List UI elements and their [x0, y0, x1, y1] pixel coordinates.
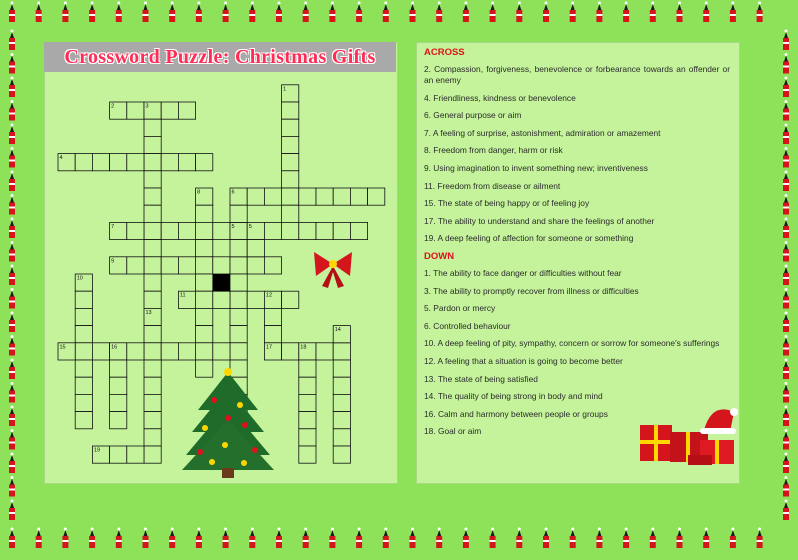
grid-cell[interactable] [127, 446, 144, 463]
firecracker-border-icon [9, 53, 15, 74]
clue-number: 10 [76, 275, 83, 282]
grid-cell[interactable] [299, 188, 316, 205]
across-clue: 19. A deep feeling of affection for someone or something [424, 233, 634, 244]
firecracker-border-icon [783, 100, 789, 121]
grid-cell[interactable] [92, 154, 109, 171]
firecracker-border-icon [783, 359, 789, 380]
grid-cell[interactable] [196, 343, 213, 360]
clue-number: 11 [179, 292, 186, 299]
down-clue: 16. Calm and harmony between people or groups [424, 408, 608, 419]
firecracker-border-icon [383, 528, 389, 549]
firecracker-border-icon [410, 528, 416, 549]
clue-number: 15 [59, 344, 66, 351]
firecracker-border-icon [169, 528, 175, 549]
clue-number: 7 [111, 223, 115, 230]
grid-cell[interactable] [144, 412, 161, 429]
grid-cell[interactable] [196, 274, 213, 291]
clue-number: 9 [111, 258, 115, 265]
grid-cell[interactable] [213, 257, 230, 274]
grid-cell[interactable] [161, 102, 178, 119]
firecracker-border-icon [783, 382, 789, 403]
grid-cell[interactable] [230, 343, 247, 360]
firecracker-border-icon [783, 312, 789, 333]
grid-cell[interactable] [299, 377, 316, 394]
grid-cell[interactable] [196, 205, 213, 222]
grid-cell[interactable] [333, 377, 350, 394]
grid-cell[interactable] [110, 412, 127, 429]
firecracker-border-icon [89, 2, 95, 23]
firecracker-border-icon [516, 528, 522, 549]
firecracker-border-icon [169, 2, 175, 23]
firecracker-border-icon [9, 218, 15, 239]
firecracker-border-icon [570, 2, 576, 23]
firecracker-border-icon [303, 2, 309, 23]
firecracker-border-icon [143, 2, 149, 23]
grid-cell[interactable] [333, 446, 350, 463]
firecracker-border-icon [783, 288, 789, 309]
grid-cell[interactable] [75, 291, 92, 308]
clue-number: 6 [231, 189, 235, 196]
grid-cell[interactable] [144, 119, 161, 136]
grid-cell[interactable] [213, 291, 230, 308]
grid-cell[interactable] [178, 154, 195, 171]
firecracker-border-icon [783, 335, 789, 356]
firecracker-border-icon [783, 453, 789, 474]
grid-cell[interactable] [110, 377, 127, 394]
firecracker-border-icon [543, 2, 549, 23]
grid-cell[interactable] [196, 308, 213, 325]
grid-cell[interactable] [350, 222, 367, 239]
grid-cell[interactable] [144, 205, 161, 222]
grid-cell[interactable] [230, 326, 247, 343]
grid-cell[interactable] [264, 222, 281, 239]
down-clue: 12. A feeling that a situation is going to become better [424, 355, 623, 366]
grid-cell[interactable] [75, 360, 92, 377]
firecracker-border-icon [783, 30, 789, 51]
grid-cell[interactable] [144, 257, 161, 274]
firecracker-border-icon [249, 528, 255, 549]
grid-cell[interactable] [144, 222, 161, 239]
firecracker-border-icon [9, 335, 15, 356]
firecracker-border-icon [490, 528, 496, 549]
grid-cell[interactable] [144, 240, 161, 257]
grid-cell[interactable] [144, 274, 161, 291]
firecracker-border-icon [730, 528, 736, 549]
firecracker-border-icon [62, 2, 68, 23]
across-clue: 6. General purpose or aim [424, 110, 522, 121]
firecracker-border-icon [436, 2, 442, 23]
clue-list [424, 46, 730, 444]
grid-cell[interactable] [230, 274, 247, 291]
firecracker-border-icon [303, 528, 309, 549]
clue-number: 2 [111, 103, 115, 110]
clue-number: 16 [111, 344, 118, 351]
grid-cell[interactable] [282, 102, 299, 119]
down-clue: 5. Pardon or mercy [424, 303, 496, 314]
firecracker-border-icon [436, 528, 442, 549]
grid-cell[interactable] [144, 446, 161, 463]
firecracker-border-icon [196, 528, 202, 549]
grid-cell[interactable] [299, 412, 316, 429]
firecracker-border-icon [783, 218, 789, 239]
grid-cell[interactable] [230, 308, 247, 325]
clue-number: 17 [265, 344, 273, 351]
clue-number: 3 [145, 103, 149, 110]
firecracker-border-icon [570, 528, 576, 549]
firecracker-border-icon [9, 241, 15, 262]
firecracker-border-icon [596, 528, 602, 549]
grid-cell[interactable] [316, 188, 333, 205]
grid-cell[interactable] [282, 154, 299, 171]
down-clue: 1. The ability to face danger or difficulties without fear [424, 267, 622, 278]
grid-cell[interactable] [127, 222, 144, 239]
grid-cell[interactable] [144, 429, 161, 446]
grid-cell[interactable] [247, 291, 264, 308]
grid-cell[interactable] [282, 119, 299, 136]
grid-cell[interactable] [196, 360, 213, 377]
clue-number: 5 [248, 223, 252, 230]
grid-cell[interactable] [75, 377, 92, 394]
black-cell [213, 274, 230, 291]
grid-cell[interactable] [75, 394, 92, 411]
grid-cell[interactable] [127, 257, 144, 274]
grid-cell[interactable] [213, 343, 230, 360]
grid-cell[interactable] [75, 326, 92, 343]
clue-number: 18 [300, 344, 307, 351]
firecracker-border-icon [62, 528, 68, 549]
clue-number: 5 [231, 223, 235, 230]
grid-cell[interactable] [333, 222, 350, 239]
firecracker-border-icon [276, 2, 282, 23]
firecracker-border-icon [116, 528, 122, 549]
clue-number: 4 [59, 155, 63, 162]
grid-cell[interactable] [299, 394, 316, 411]
firecracker-border-icon [9, 288, 15, 309]
firecracker-border-icon [9, 171, 15, 192]
page-title: Crossword Puzzle: Christmas Gifts [64, 46, 376, 68]
grid-cell[interactable] [230, 377, 247, 394]
grid-cell[interactable] [196, 154, 213, 171]
firecracker-border-icon [677, 2, 683, 23]
grid-cell[interactable] [127, 102, 144, 119]
across-clue: 17. The ability to understand and share the feelings of another [424, 215, 655, 226]
grid-cell[interactable] [161, 154, 178, 171]
firecracker-border-icon [783, 406, 789, 427]
firecracker-border-icon [463, 528, 469, 549]
grid-cell[interactable] [144, 377, 161, 394]
firecracker-border-icon [9, 30, 15, 51]
grid-cell[interactable] [144, 154, 161, 171]
firecracker-border-icon [329, 2, 335, 23]
grid-cell[interactable] [127, 154, 144, 171]
firecracker-border-icon [757, 2, 763, 23]
firecracker-border-icon [196, 2, 202, 23]
grid-cell[interactable] [161, 343, 178, 360]
firecracker-border-icon [596, 2, 602, 23]
grid-cell[interactable] [333, 412, 350, 429]
firecracker-border-icon [9, 124, 15, 145]
across-clue: 9. Using imagination to invent something new; inventiveness [424, 162, 648, 173]
clue-number: 1 [283, 86, 287, 93]
grid-cell[interactable] [144, 343, 161, 360]
grid-cell[interactable] [230, 291, 247, 308]
firecracker-border-icon [730, 2, 736, 23]
grid-cell[interactable] [144, 291, 161, 308]
grid-cell[interactable] [264, 308, 281, 325]
firecracker-border-icon [650, 528, 656, 549]
across-clue: 8. Freedom from danger, harm or risk [424, 145, 563, 156]
firecracker-border-icon [9, 77, 15, 98]
grid-cell[interactable] [333, 360, 350, 377]
firecracker-border-icon [783, 124, 789, 145]
grid-cell[interactable] [333, 429, 350, 446]
clue-number: 14 [334, 327, 341, 334]
firecracker-border-icon [9, 265, 15, 286]
title-bar [44, 42, 396, 72]
firecracker-border-icon [677, 528, 683, 549]
firecracker-border-icon [9, 2, 15, 23]
grid-cell[interactable] [230, 205, 247, 222]
grid-cell[interactable] [368, 188, 385, 205]
firecracker-border-icon [490, 2, 496, 23]
firecracker-border-icon [223, 528, 229, 549]
firecracker-border-icon [783, 171, 789, 192]
firecracker-border-icon [783, 194, 789, 215]
firecracker-border-icon [9, 382, 15, 403]
clue-number: 19 [93, 447, 101, 454]
firecracker-border-icon [783, 265, 789, 286]
grid-cell[interactable] [247, 257, 264, 274]
firecracker-border-icon [356, 2, 362, 23]
grid-cell[interactable] [196, 291, 213, 308]
firecracker-border-icon [383, 2, 389, 23]
firecracker-border-icon [249, 2, 255, 23]
grid-cell[interactable] [161, 222, 178, 239]
firecracker-border-icon [9, 406, 15, 427]
grid-cell[interactable] [110, 360, 127, 377]
grid-cell[interactable] [299, 446, 316, 463]
grid-cell[interactable] [144, 394, 161, 411]
grid-cell[interactable] [196, 326, 213, 343]
grid-cell[interactable] [178, 102, 195, 119]
across-clue: 2. Compassion, forgiveness, benevolence or forbearance towards an offender or an enemy [424, 64, 730, 85]
down-heading: DOWN [424, 250, 455, 262]
grid-cell[interactable] [247, 188, 264, 205]
grid-cell[interactable] [264, 326, 281, 343]
grid-cell[interactable] [230, 394, 247, 411]
grid-cell[interactable] [316, 222, 333, 239]
grid-cell[interactable] [75, 412, 92, 429]
grid-cell[interactable] [110, 446, 127, 463]
firecracker-border-icon [9, 194, 15, 215]
firecracker-border-icon [543, 528, 549, 549]
grid-cell[interactable] [110, 154, 127, 171]
firecracker-border-icon [783, 500, 789, 521]
grid-cell[interactable] [144, 171, 161, 188]
down-clue: 3. The ability to promptly recover from illness or difficulties [424, 285, 639, 296]
grid-cell[interactable] [127, 343, 144, 360]
firecracker-border-icon [783, 429, 789, 450]
firecracker-border-icon [36, 528, 42, 549]
down-clue: 13. The state of being satisfied [424, 373, 538, 384]
firecracker-border-icon [9, 528, 15, 549]
firecracker-border-icon [276, 528, 282, 549]
clue-number: 13 [145, 309, 152, 316]
grid-cell[interactable] [350, 188, 367, 205]
grid-cell[interactable] [230, 240, 247, 257]
firecracker-border-icon [703, 528, 709, 549]
grid-cell[interactable] [144, 136, 161, 153]
grid-cell[interactable] [264, 188, 281, 205]
grid-cell[interactable] [144, 360, 161, 377]
grid-cell[interactable] [282, 136, 299, 153]
down-clues [424, 268, 730, 437]
across-heading: ACROSS [424, 47, 465, 58]
firecracker-border-icon [143, 528, 149, 549]
grid-cell[interactable] [75, 343, 92, 360]
firecracker-border-icon [116, 2, 122, 23]
down-clue: 10. A deep feeling of pity, sympathy, concern or sorrow for someone's sufferings [424, 338, 720, 349]
grid-cell[interactable] [230, 257, 247, 274]
grid-cell[interactable] [144, 326, 161, 343]
firecracker-border-icon [703, 2, 709, 23]
firecracker-border-icon [410, 2, 416, 23]
firecracker-border-icon [329, 528, 335, 549]
firecracker-border-icon [9, 312, 15, 333]
across-clue: 7. A feeling of surprise, astonishment, admiration or amazement [424, 127, 661, 138]
grid-cell[interactable] [282, 171, 299, 188]
grid-cell[interactable] [178, 222, 195, 239]
grid-cell[interactable] [316, 343, 333, 360]
grid-cell[interactable] [333, 343, 350, 360]
grid-cell[interactable] [161, 257, 178, 274]
grid-cell[interactable] [196, 222, 213, 239]
down-clue: 6. Controlled behaviour [424, 320, 511, 331]
firecracker-border-icon [9, 359, 15, 380]
grid-cell[interactable] [92, 343, 109, 360]
grid-cell[interactable] [333, 188, 350, 205]
grid-cell[interactable] [213, 222, 230, 239]
grid-cell[interactable] [282, 343, 299, 360]
firecracker-border-icon [516, 2, 522, 23]
grid-cell[interactable] [282, 205, 299, 222]
grid-cell[interactable] [282, 188, 299, 205]
firecracker-border-icon [757, 528, 763, 549]
firecracker-border-icon [89, 528, 95, 549]
firecracker-border-icon [783, 77, 789, 98]
firecracker-border-icon [9, 500, 15, 521]
grid-cell[interactable] [282, 222, 299, 239]
firecracker-border-icon [36, 2, 42, 23]
grid-cell[interactable] [299, 360, 316, 377]
down-clue: 18. Goal or aim [424, 426, 482, 437]
grid-cell[interactable] [299, 429, 316, 446]
grid-cell[interactable] [282, 291, 299, 308]
grid-cell[interactable] [196, 240, 213, 257]
grid-cell[interactable] [299, 222, 316, 239]
firecracker-border-icon [783, 476, 789, 497]
firecracker-border-icon [9, 476, 15, 497]
grid-cell[interactable] [247, 240, 264, 257]
firecracker-border-icon [650, 2, 656, 23]
clue-number: 12 [265, 292, 273, 299]
firecracker-border-icon [463, 2, 469, 23]
grid-cell[interactable] [230, 360, 247, 377]
firecracker-border-icon [783, 53, 789, 74]
firecracker-border-icon [9, 429, 15, 450]
grid-cell[interactable] [110, 394, 127, 411]
firecracker-border-icon [623, 528, 629, 549]
across-clue: 15. The state of being happy or of feeling joy [424, 198, 590, 209]
clue-number: 8 [197, 189, 201, 196]
firecracker-border-icon [783, 241, 789, 262]
firecracker-border-icon [223, 2, 229, 23]
grid-cell[interactable] [144, 188, 161, 205]
firecracker-border-icon [356, 528, 362, 549]
grid-cell[interactable] [75, 308, 92, 325]
down-clue: 14. The quality of being strong in body and mind [424, 391, 603, 402]
grid-cell[interactable] [333, 394, 350, 411]
grid-cell[interactable] [178, 257, 195, 274]
firecracker-border-icon [9, 147, 15, 168]
firecracker-border-icon [623, 2, 629, 23]
grid-cell[interactable] [75, 154, 92, 171]
grid-cell[interactable] [196, 257, 213, 274]
grid-cell[interactable] [264, 257, 281, 274]
across-clue: 11. Freedom from disease or ailment [424, 180, 561, 191]
firecracker-border-icon [9, 453, 15, 474]
firecracker-border-icon [783, 147, 789, 168]
firecracker-border-icon [9, 100, 15, 121]
grid-cell[interactable] [178, 343, 195, 360]
across-clues [424, 64, 730, 244]
across-clue: 4. Friendliness, kindness or benevolence [424, 92, 576, 103]
